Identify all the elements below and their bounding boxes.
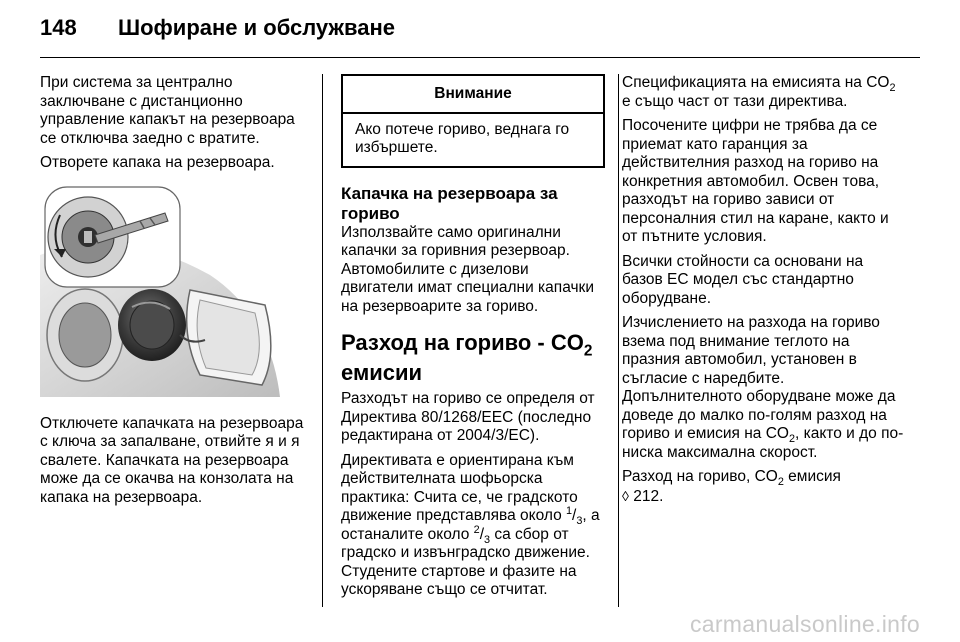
reference-page-link[interactable]: 212. (628, 487, 664, 505)
driving-cycle-paragraph: Директивата е ориентирана към действителната шофьорска практика: Счита се, че градското движение представлява около $^1/_3$, а останалите около $^2/_3$ са сбор от градско и извънградско движение. Студените стартове и фазите на ускоряване също се отчитат. (341, 451, 600, 598)
warning-text: Ако потече гориво, веднага го избършете. (355, 120, 570, 156)
warning-title: Внимание (343, 76, 603, 114)
fuel-cap-illustration (40, 185, 280, 397)
unlock-cap-paragraph: Отключете капачката на резервоара с ключа за запалване, отвийте я и я свалете. Капачката на резервоара може да се окачва на конзолата на капака на резервоара. (40, 414, 304, 506)
page-header (40, 6, 395, 50)
page-title: Шофиране и обслужване (118, 15, 396, 40)
fuel-cap-drawing (40, 185, 280, 397)
consumption-heading: Разход на гориво - $CO_2$ емисии (341, 330, 593, 385)
base-model-paragraph: Всички стойности са основани на базов ЕС модел със стандартно оборудване. (622, 252, 864, 307)
column-divider-2 (618, 74, 619, 607)
directive-paragraph: Разходът на гориво се определя от Директива 80/1268/EEC (последно редактирана от 2004/3/EC). (341, 390, 595, 444)
calculation-paragraph: Изчислението на разхода на гориво взема под внимание теглото на празния автомобил, установен в съгласие с наредбите. Допълнителното оборудване може да доведе до малко по-голям разход на гориво и емисия на $CO_2$, както и до по-ниска максимална скорост. (622, 314, 904, 461)
watermark: carmanualsonline.info (689, 611, 920, 637)
cross-reference-paragraph: Разход на гориво, $CO_2$ емисия ◊ 212. (622, 468, 841, 505)
reference-arrow-icon: ◊ (622, 487, 629, 504)
fuel-cap-paragraph: Използвайте само оригинални капачки за горивния резервоар. Автомобилите с дизелови двигатели имат специални капачки на резервоарите за гориво. (341, 223, 594, 315)
emission-spec-paragraph: Спецификацията на емисията на $CO_2$ е също част от тази директива. (622, 74, 896, 110)
column-2 (341, 74, 605, 606)
figures-disclaimer-paragraph: Посочените цифри не трябва да се приемат като гаранция за действителния разход на гориво на конкретния автомобил. Освен това, разходът на гориво зависи от персоналния стил на каране, както и от пътните условия. (622, 117, 889, 245)
column-1 (40, 74, 308, 513)
page-number: 148 (40, 15, 77, 40)
central-locking-paragraph: При система за централно заключване с дистанционно управление капакът на резервоара се отключва заедно с вратите. (40, 74, 295, 147)
header-rule (40, 57, 920, 58)
warning-box (341, 74, 605, 168)
open-flap-paragraph: Отворете капака на резервоара. (40, 154, 275, 171)
column-divider-1 (322, 74, 323, 607)
fuel-cap-heading: Капачка на резервоара за гориво (341, 183, 558, 223)
column-3 (622, 74, 908, 512)
